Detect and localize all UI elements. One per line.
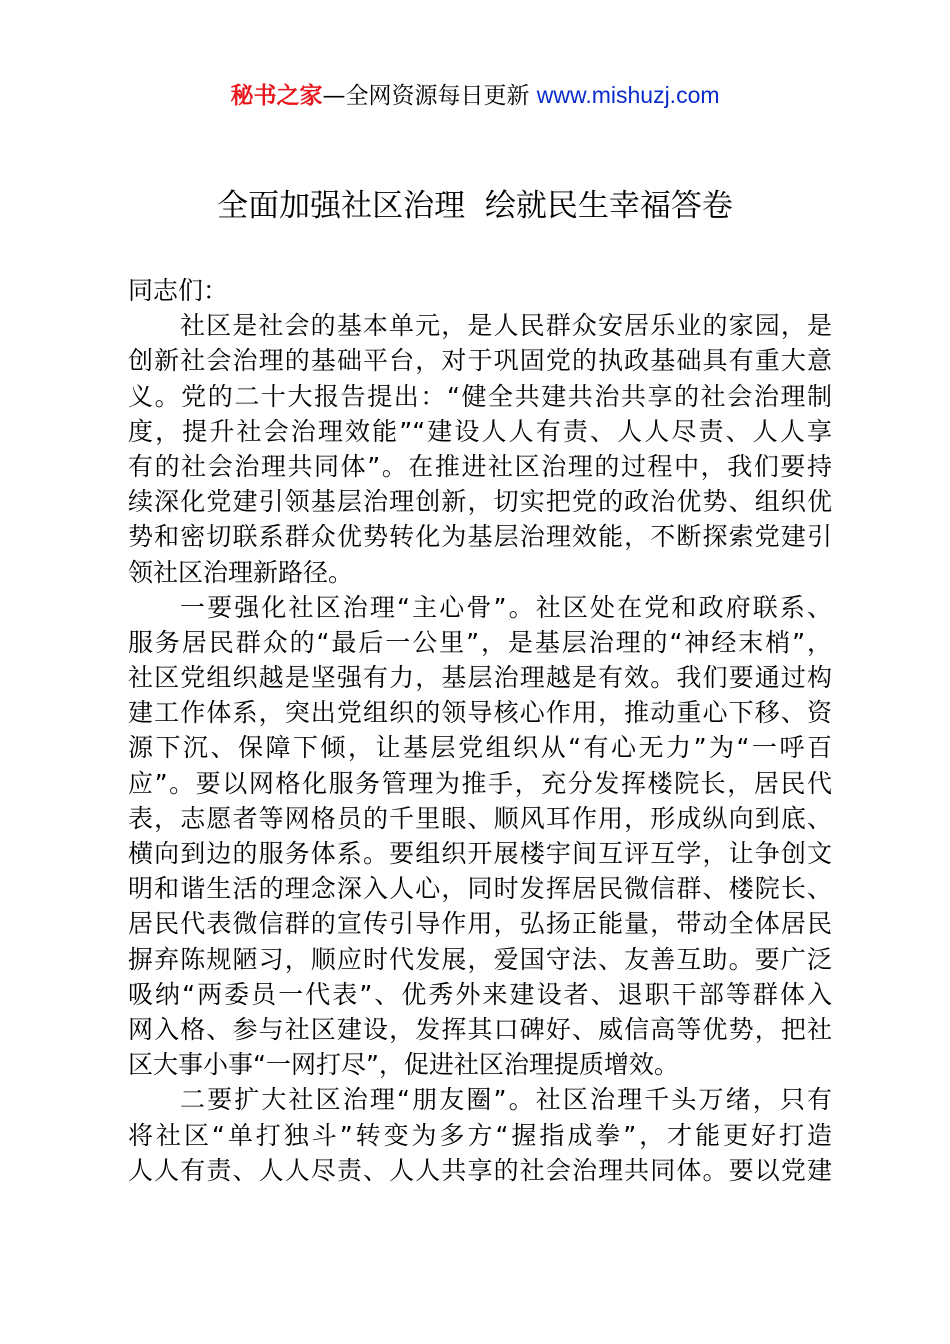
body-line: 人人有责、人人尽责、人人共享的社会治理共同体。要以党建 <box>128 1155 832 1185</box>
body-line: 社区党组织越是坚强有力，基层治理越是有效。我们要通过构 <box>128 663 832 693</box>
body-line: 义。党的二十大报告提出：“健全共建共治共享的社会治理制 <box>128 381 832 411</box>
body-line: 创新社会治理的基础平台，对于巩固党的执政基础具有重大意 <box>128 346 832 376</box>
body-line: 服务居民群众的“最后一公里”，是基层治理的“神经末梢”， <box>128 627 832 657</box>
body-line: 源下沉、保障下倾，让基层党组织从“有心无力”为“一呼百 <box>128 733 832 763</box>
body-line: 吸纳“两委员一代表”、优秀外来建设者、退职干部等群体入 <box>128 979 832 1009</box>
body-line: 度，提升社会治理效能”“建设人人有责、人人尽责、人人享 <box>128 416 832 446</box>
document-body <box>128 273 832 1188</box>
body-line: 社区是社会的基本单元，是人民群众安居乐业的家园，是 <box>180 311 832 341</box>
page-header <box>0 78 950 113</box>
body-line: 居民代表微信群的宣传引导作用，弘扬正能量，带动全体居民 <box>128 909 832 939</box>
body-line: 有的社会治理共同体”。在推进社区治理的过程中，我们要持 <box>128 451 832 481</box>
site-url: www.mishuzj.com <box>536 82 720 108</box>
body-line: 摒弃陈规陋习，顺应时代发展，爱国守法、友善互助。要广泛 <box>128 944 832 974</box>
body-line: 势和密切联系群众优势转化为基层治理效能，不断探索党建引 <box>128 522 832 552</box>
brand-name: 秘书之家 <box>230 83 323 109</box>
body-line: 明和谐生活的理念深入人心，同时发挥居民微信群、楼院长、 <box>128 874 832 904</box>
body-line: 表，志愿者等网格员的千里眼、顺风耳作用，形成纵向到底、 <box>128 803 832 833</box>
body-line: 续深化党建引领基层治理创新，切实把党的政治优势、组织优 <box>128 487 832 517</box>
body-line: 应”。要以网格化服务管理为推手，充分发挥楼院长，居民代 <box>128 768 832 798</box>
body-line: 建工作体系，突出党组织的领导核心作用，推动重心下移、资 <box>128 698 832 728</box>
body-line: 横向到边的服务体系。要组织开展楼宇间互评互学，让争创文 <box>128 839 832 868</box>
salutation: 同志们： <box>128 276 229 305</box>
body-line: 二要扩大社区治理“朋友圈”。社区治理千头万绪，只有 <box>180 1085 832 1115</box>
body-line: 区大事小事“一网打尽”，促进社区治理提质增效。 <box>128 1050 679 1080</box>
body-line: 一要强化社区治理“主心骨”。社区处在党和政府联系、 <box>180 592 832 622</box>
body-line: 网入格、参与社区建设，发挥其口碑好、威信高等优势，把社 <box>128 1014 832 1044</box>
document-title: 全面加强社区治理 绘就民生幸福答卷 <box>217 188 733 224</box>
header-tagline: —全网资源每日更新 <box>322 83 537 109</box>
body-line: 将社区“单打独斗”转变为多方“握指成拳”，才能更好打造 <box>128 1120 832 1150</box>
body-line: 领社区治理新路径。 <box>128 557 354 587</box>
